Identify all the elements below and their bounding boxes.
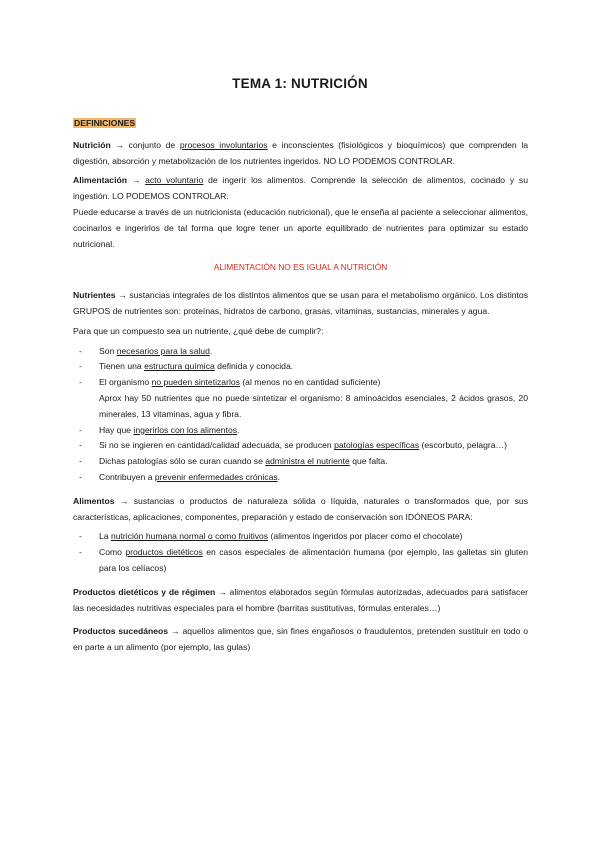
arrow-icon: →: [119, 495, 129, 506]
section-heading: [73, 116, 528, 132]
list-item: - Dichas patologías sólo se curan cuando se administra el nutriente que falta.: [73, 454, 528, 470]
productos-sucedaneos-definition: Productos sucedáneos → aquellos alimentos que, sin fines engañosos o fraudulentos, pretenden sustituir en todo o en parte a un alimento (por ejemplo, las gulas): [73, 626, 529, 653]
underlined-text: procesos involuntarios: [179, 139, 268, 150]
term-alimentos: Alimentos: [73, 495, 115, 506]
arrow-icon: →: [115, 139, 124, 150]
list-item: - El organismo no pueden sintetizarlos (al menos no en cantidad suficiente) Aprox hay 50 nutrientes que no puede sintetizar el organismo: 8 aminoácidos esenciales, 2 ácidos grasos, 20 minerales, 13 vitaminas, agua y fibra.: [73, 375, 528, 422]
alimentos-list: [73, 529, 528, 576]
term-nutrientes: Nutrientes: [73, 290, 116, 301]
document-body: [73, 116, 528, 660]
term-alimentacion: Alimentación: [73, 175, 127, 186]
page-title: TEMA 1: NUTRICIÓN: [232, 76, 368, 91]
alimentos-definition: Alimentos → sustancias o productos de naturaleza sólida o líquida, naturales o transformados que, por sus características, aplicaciones, componentes, preparación y estado de conservación son IDÓNEOS PARA:: [73, 495, 529, 522]
list-item: - Si no se ingieren en cantidad/calidad adecuada, se producen patologías específicas (escorbuto, pelagra…): [73, 438, 528, 454]
list-item: - Son necesarios para la salud.: [73, 344, 528, 360]
productos-dieteticos-definition: Productos dietéticos y de régimen → alimentos elaborados según fórmulas autorizadas, adecuados para satisfacer las necesidades nutritivas especiales para el hombre (barritas sustitutivas, fórmulas enterales…): [73, 586, 528, 613]
arrow-icon: →: [118, 290, 127, 301]
list-item: - Contribuyen a prevenir enfermedades crónicas.: [73, 470, 528, 486]
nutrientes-question: Para que un compuesto sea un nutriente, ¿qué debe de cumplir?:: [73, 325, 324, 336]
definiciones-heading: DEFINICIONES: [74, 118, 136, 128]
arrow-icon: →: [171, 626, 180, 637]
nutrientes-list: [73, 344, 528, 486]
nutricion-definition: Nutrición → conjunto de procesos involuntarios e inconscientes (fisiológicos y bioquímicos) que comprenden la digestión, absorción y metabolización de los nutrientes ingeridos. NO LO PODEMOS CONTROLAR.: [73, 139, 529, 166]
term-productos-dieteticos: Productos dietéticos y de régimen: [73, 586, 216, 597]
underlined-text: acto voluntario: [145, 175, 204, 186]
nutrientes-definition: Nutrientes → sustancias integrales de los distintos alimentos que se usan para el metabolismo orgánico. Los distintos GRUPOS de nutrientes son: proteínas, hidratos de carbono, grasas, vitaminas, sustancias, minerales y agua.: [73, 290, 529, 316]
term-productos-sucedaneos: Productos sucedáneos: [73, 626, 169, 637]
term-nutricion: Nutrición: [73, 139, 111, 150]
arrow-icon: →: [218, 586, 227, 597]
list-item: - Como productos dietéticos en casos especiales de alimentación humana (por ejemplo, las galletas sin gluten para los celíacos): [73, 545, 528, 577]
list-item: - Tienen una estructura química definida y conocida.: [73, 359, 528, 375]
highlight-statement: ALIMENTACIÓN NO ES IGUAL A NUTRICIÓN: [213, 262, 388, 273]
alimentacion-definition: Alimentación → acto voluntario de ingerir los alimentos. Comprende la selección de alimentos, cocinado y su ingestión. LO PODEMOS CONTROLAR. Puede educarse a través de un nutricionista (educación nutricional), que le enseña al paciente a seleccionar alimentos, cocinarlos e ingerirlos de tal forma que logre tener un aporte equilibrado de nutrientes para optimizar su estado nutricional.: [73, 175, 528, 249]
list-item-sub: Aprox hay 50 nutrientes que no puede sintetizar el organismo: 8 aminoácidos esenciales, 2 ácidos grasos, 20 minerales, 13 vitaminas, agua y fibra.: [99, 392, 528, 419]
arrow-icon: →: [131, 175, 141, 186]
list-item: - Hay que ingerirlos con los alimentos.: [73, 423, 528, 439]
list-item: - La nutrición humana normal o como fruitivos (alimentos ingeridos por placer como el chocolate): [73, 529, 528, 545]
alimentacion-paragraph: Puede educarse a través de un nutricionista (educación nutricional), que le enseña al paciente a seleccionar alimentos, cocinarlos e ingerirlos de tal forma que logre tener un aporte equilibrado de nutrientes para optimizar su estado nutricional.: [73, 206, 528, 249]
